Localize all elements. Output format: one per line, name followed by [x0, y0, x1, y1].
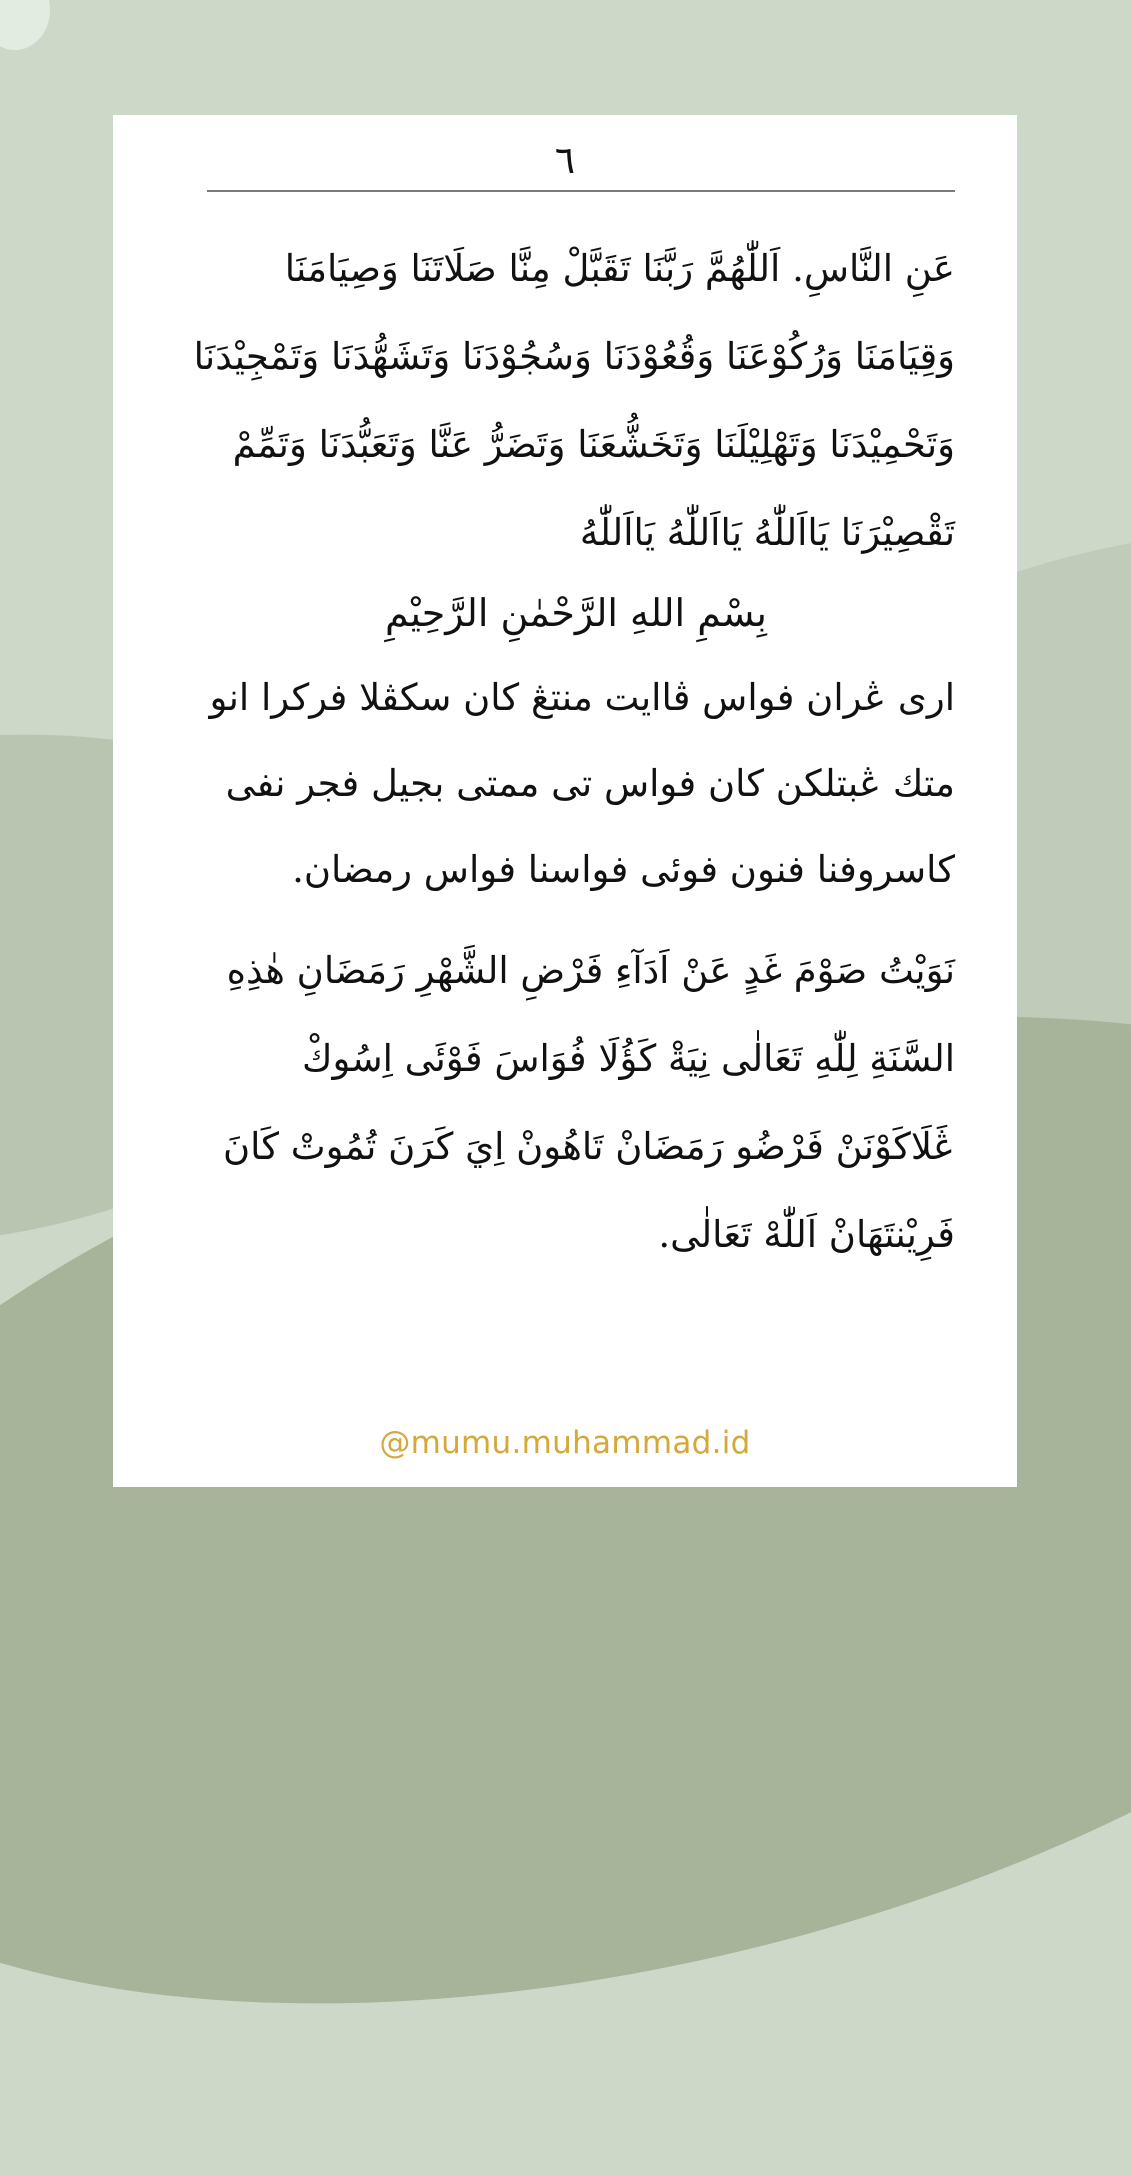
- text-line: ڠَلَاكَوْنَنْ فَرْضُو رَمَضَانْ تَاهُونْ اِيَ كَرَنَ تُمُوتْ كَانَ: [222, 1125, 955, 1168]
- text-line: ارى ڠران فواس ڤاايت منتڠ كان سكڤلا فركرا انو: [209, 676, 955, 719]
- page-number: ٦: [554, 138, 576, 182]
- background-shape: [0, 0, 50, 50]
- text-line: متك ڠبتلكن كان فواس تى ممتى بجيل فجر نفى: [225, 762, 955, 805]
- basmala-text: بِسْمِ اللهِ الرَّحْمٰنِ الرَّحِيْمِ: [385, 591, 767, 635]
- text-line: وَتَحْمِيْدَنَا وَتَهْلِيْلَنَا وَتَخَشُّعَنَا وَتَضَرُّ عَنَّا وَتَعَبُّدَنَا وَتَمِّمْ: [232, 423, 955, 466]
- document-page: [113, 115, 1017, 1487]
- text-line: السَّنَةِ لِلّٰهِ تَعَالٰى نِيَةْ كَؤُلَا فُوَاسَ فَوْئَى اِسُوكْ: [302, 1037, 955, 1080]
- basmala-heading: [197, 583, 955, 643]
- prayer-paragraph: [193, 225, 955, 577]
- header-divider: [207, 190, 955, 192]
- author-credit: @mumu.muhammad.id: [379, 1425, 751, 1461]
- niat-paragraph: [197, 927, 955, 1279]
- text-line: نَوَيْتُ صَوْمَ غَدٍ عَنْ اَدَآءِ فَرْضِ الشَّهْرِ رَمَضَانِ هٰذِهِ: [226, 949, 955, 992]
- text-line: كاسروفنا فنون فوئى فواسنا فواس رمضان.: [292, 848, 955, 891]
- text-line: تَقْصِيْرَنَا يَااَللّٰهُ يَااَللّٰهُ يَااَللّٰهُ: [579, 511, 955, 554]
- text-line: عَنِ النَّاسِ. اَللّٰهُمَّ رَبَّنَا تَقَبَّلْ مِنَّا صَلَاتَنَا وَصِيَامَنَا: [284, 247, 955, 290]
- text-line: وَقِيَامَنَا وَرُكُوْعَنَا وَقُعُوْدَنَا وَسُجُوْدَنَا وَتَشَهُّدَنَا وَتَمْجِيْدَنَا: [193, 335, 955, 378]
- jawi-paragraph: [197, 655, 955, 913]
- text-line: فَرِيْنتَهَانْ اَللّٰهْ تَعَالٰى.: [658, 1213, 955, 1256]
